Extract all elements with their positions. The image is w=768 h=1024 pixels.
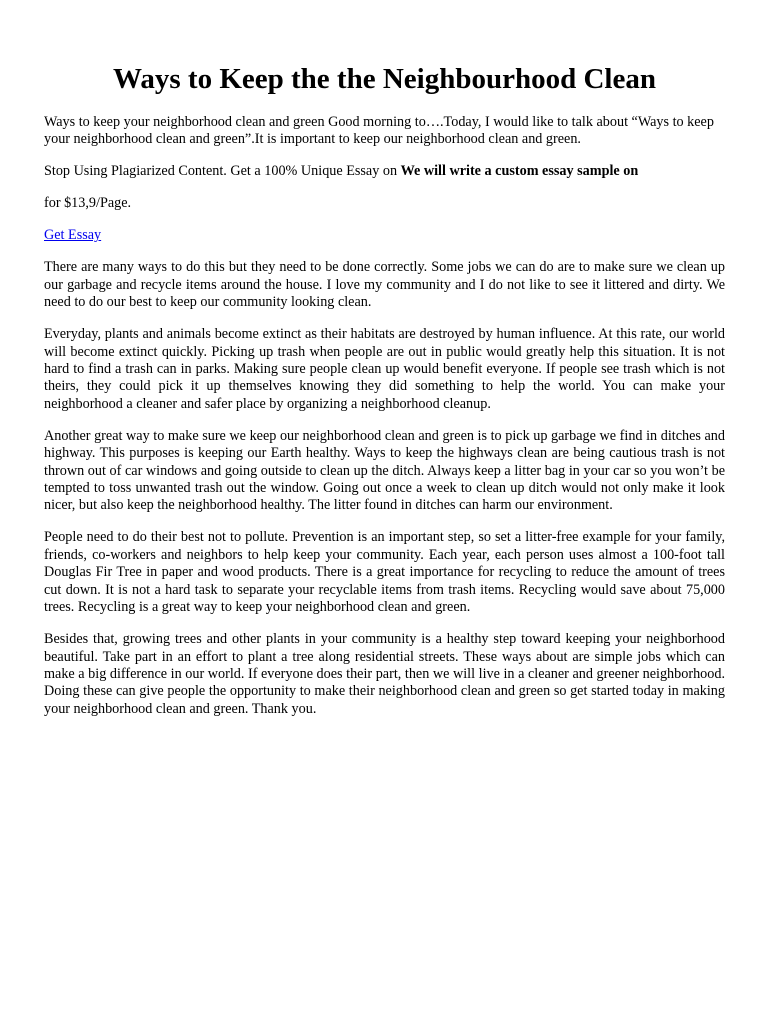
price-paragraph: for $13,9/Page. <box>44 195 132 212</box>
body-paragraph-5: Besides that, growing trees and other plants in your community is a healthy step toward keeping your neighborhood beautiful. Take part in an effort to plant a tree along residential streets. These ways about are simple jobs which can make a big difference in our world. If everyone does their part, then we will live in a cleaner and greener neighborhood. Doing these can give people the opportunity to make their neighborhood clean and green so get started today in making your neighborhood clean and green. Thank you. <box>44 631 725 717</box>
document-page <box>44 62 725 733</box>
body-paragraph-2: Everyday, plants and animals become extinct as their habitats are destroyed by human influence. At this rate, our world will become extinct quickly. Picking up trash when people are out in public would greatly help this situation. It is not hard to find a trash can in parks. Making sure people clean up would benefit everyone. If people see trash which is not theirs, they could pick it up themselves knowing they did something to help the world. You can make your neighborhood a cleaner and safer place by organizing a neighborhood cleanup. <box>44 326 725 412</box>
promo-text: Stop Using Plagiarized Content. Get a 100% Unique Essay on <box>44 163 401 180</box>
page-title: Ways to Keep the the Neighbourhood Clean <box>113 63 656 95</box>
promo-paragraph <box>44 163 725 180</box>
body-paragraph-1: There are many ways to do this but they need to be done correctly. Some jobs we can do are to make sure we clean up our garbage and recycle items around the house. I love my community and I do not like to see it littered and dirty. We need to do our best to keep our community looking clean. <box>44 259 725 311</box>
promo-bold-text: We will write a custom essay sample on <box>400 163 639 180</box>
get-essay-paragraph <box>44 227 725 244</box>
body-paragraph-3: Another great way to make sure we keep our neighborhood clean and green is to pick up garbage we find in ditches and highway. This purposes is keeping our Earth healthy. Ways to keep the highways clean are being cautious trash is not thrown out of car windows and going outside to clean up the ditch. Always keep a litter bag in your car so you won’t be tempted to toss unwanted trash out the window. Going out once a week to clean up ditch would not only make it look nicer, but also keep the neighborhood healthy. The litter found in ditches can harm our environment. <box>44 427 725 514</box>
get-essay-link[interactable]: Get Essay <box>44 227 102 244</box>
intro-paragraph: Ways to keep your neighborhood clean and green Good morning to….Today, I would like to talk about “Ways to keep your neighborhood clean and green”.It is important to keep our neighborhood clean and green. <box>44 114 714 148</box>
body-paragraph-4: People need to do their best not to pollute. Prevention is an important step, so set a litter-free example for your family, friends, co-workers and neighbors to help keep your community. Each year, each person uses almost a 100-foot tall Douglas Fir Tree in paper and wood products. There is a great importance for recycling to reduce the amount of trees cut down. It is not a hard task to separate your recyclable items from trash items. Recycling would save about 75,000 trees. Recycling is a great way to keep your neighborhood clean and green. <box>44 529 725 616</box>
